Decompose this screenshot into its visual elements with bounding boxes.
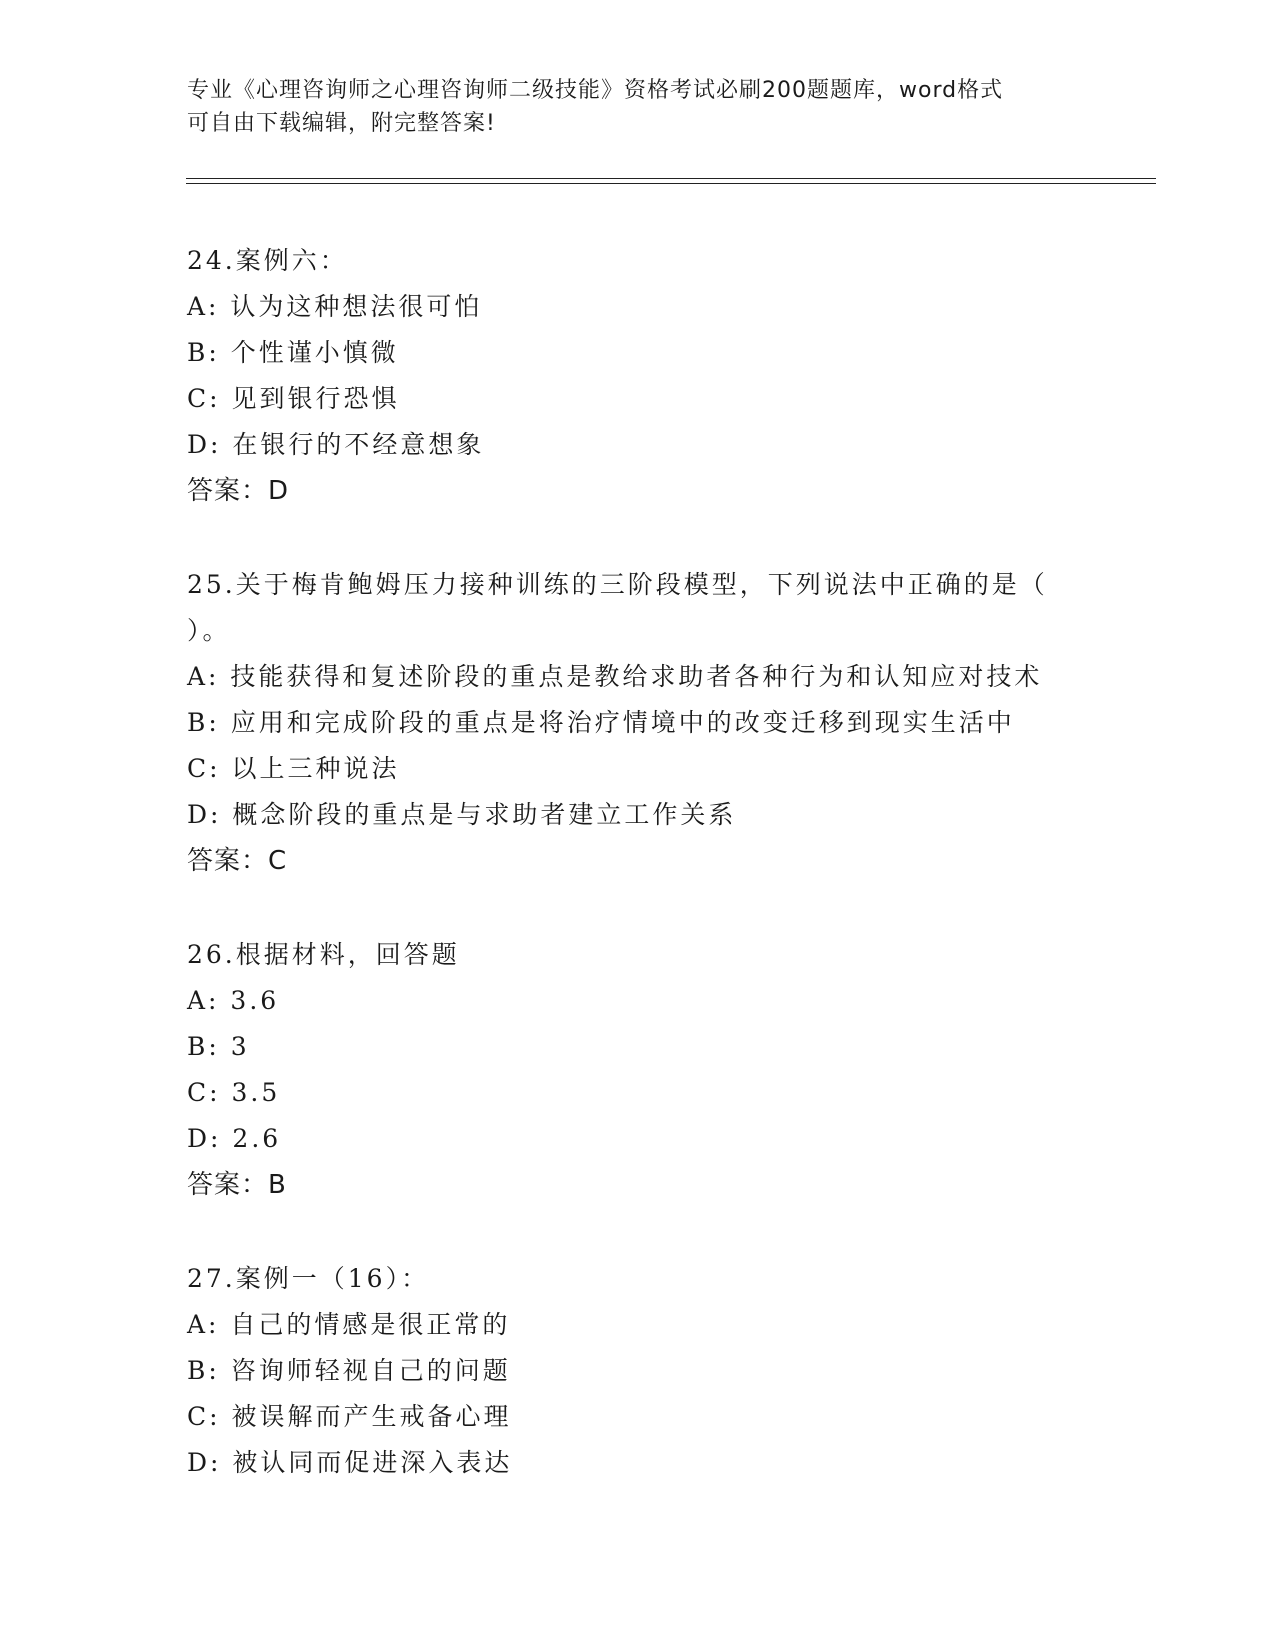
option-b: B: 咨询师轻视自己的问题 — [187, 1356, 511, 1385]
option-d: D: 2.6 — [187, 1124, 282, 1153]
document-header — [187, 74, 1087, 140]
header-line-2: 可自由下载编辑，附完整答案! — [187, 111, 496, 136]
header-divider-bottom — [186, 183, 1156, 184]
question-stem: 27.案例一（16）： — [187, 1264, 430, 1293]
option-a: A: 认为这种想法很可怕 — [187, 292, 483, 321]
option-c: C: 3.5 — [187, 1078, 281, 1107]
option-c: C: 以上三种说法 — [187, 754, 400, 783]
option-b: B: 应用和完成阶段的重点是将治疗情境中的改变迁移到现实生活中 — [187, 708, 1015, 737]
option-d: D: 被认同而促进深入表达 — [187, 1448, 513, 1477]
header-line-1: 专业《心理咨询师之心理咨询师二级技能》资格考试必刷200题题库，word格式 — [187, 78, 1004, 103]
option-b: B: 3 — [187, 1032, 250, 1061]
question-stem: 25.关于梅肯鲍姆压力接种训练的三阶段模型，下列说法中正确的是（ — [187, 570, 1048, 599]
option-c: C: 被误解而产生戒备心理 — [187, 1402, 512, 1431]
question-25 — [187, 562, 1087, 884]
question-stem: 26.根据材料，回答题 — [187, 940, 460, 969]
option-b: B: 个性谨小慎微 — [187, 338, 399, 367]
answer-line: 答案：D — [187, 476, 290, 506]
option-a: A: 技能获得和复述阶段的重点是教给求助者各种行为和认知应对技术 — [187, 662, 1043, 691]
option-a: A: 3.6 — [187, 986, 280, 1015]
option-d: D: 概念阶段的重点是与求助者建立工作关系 — [187, 800, 737, 829]
question-26 — [187, 932, 1087, 1208]
option-c: C: 见到银行恐惧 — [187, 384, 400, 413]
option-a: A: 自己的情感是很正常的 — [187, 1310, 511, 1339]
question-list — [187, 238, 1087, 1534]
question-24 — [187, 238, 1087, 514]
question-27 — [187, 1256, 1087, 1486]
header-divider-top — [186, 178, 1156, 179]
question-stem: 24.案例六： — [187, 246, 348, 275]
option-d: D: 在银行的不经意想象 — [187, 430, 485, 459]
answer-line: 答案：C — [187, 846, 288, 876]
answer-line: 答案：B — [187, 1170, 287, 1200]
question-stem-continued: ）。 — [187, 616, 231, 645]
